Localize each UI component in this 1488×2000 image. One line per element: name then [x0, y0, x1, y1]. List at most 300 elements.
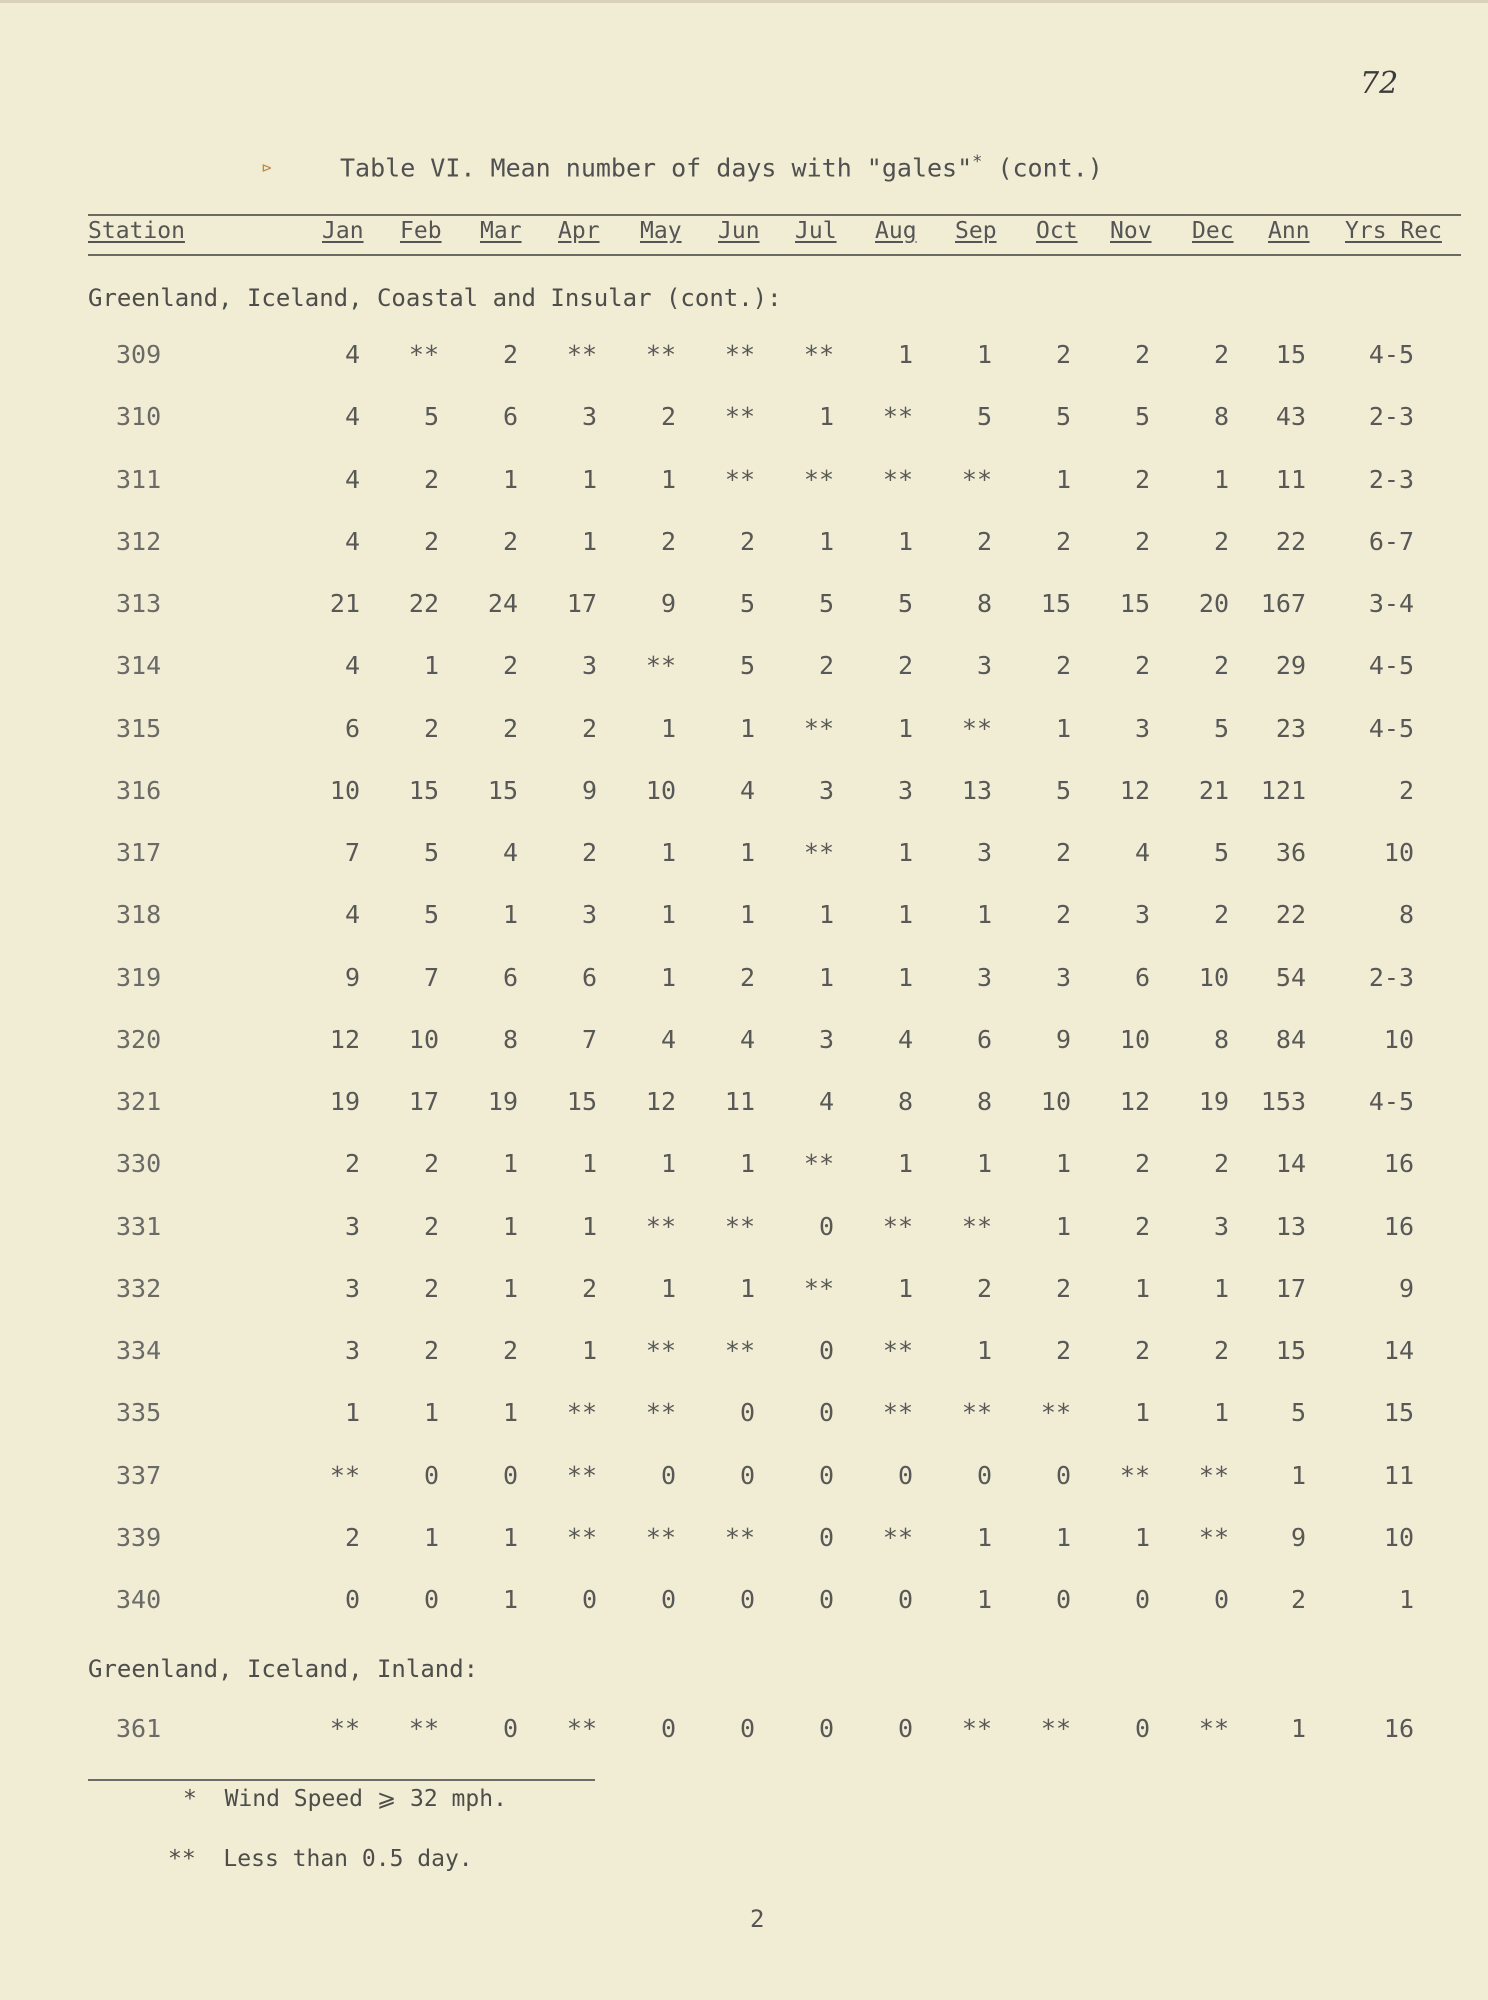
table-cell: 54	[1275, 963, 1306, 992]
table-cell: 5	[1055, 402, 1071, 431]
table-cell: 1	[1398, 1585, 1414, 1614]
table-cell: **	[329, 1461, 360, 1490]
table-cell: 43	[1275, 402, 1306, 431]
table-cell: **	[961, 1398, 992, 1427]
table-cell: 4-5	[1368, 1087, 1414, 1116]
footnote-text: Wind Speed ⩾ 32 mph.	[224, 1786, 507, 1812]
table-cell: 0	[423, 1461, 439, 1490]
table-cell: 3	[581, 900, 597, 929]
table-cell: 2	[502, 340, 518, 369]
table-cell: 9	[660, 589, 676, 618]
table-cell: 2	[976, 527, 992, 556]
station-id: 312	[116, 527, 162, 556]
table-cell: 1	[739, 1274, 755, 1303]
table-cell: 2	[1134, 465, 1150, 494]
table-cell: 6	[976, 1025, 992, 1054]
table-cell: 10	[1383, 838, 1414, 867]
table-cell: 1	[1055, 1149, 1071, 1178]
table-cell: 3	[1055, 963, 1071, 992]
table-cell: 4	[1134, 838, 1150, 867]
page-top-edge	[0, 0, 1488, 3]
table-cell: 3	[581, 651, 597, 680]
table-cell: 1	[502, 900, 518, 929]
footnote-less-than	[168, 1846, 473, 1872]
table-cell: 1	[1213, 465, 1229, 494]
table-row	[0, 589, 1488, 629]
station-id: 339	[116, 1523, 162, 1552]
column-header-3: Mar	[480, 218, 522, 244]
table-cell: 19	[1198, 1087, 1229, 1116]
table-cell: 2	[1213, 340, 1229, 369]
table-cell: 1	[581, 527, 597, 556]
title-footnote-mark: *	[972, 152, 983, 172]
station-id: 361	[116, 1714, 162, 1743]
table-cell: 1	[502, 1523, 518, 1552]
table-cell: 2	[1213, 651, 1229, 680]
table-cell: 19	[487, 1087, 518, 1116]
table-cell: 0	[818, 1585, 834, 1614]
table-cell: 5	[1213, 714, 1229, 743]
footnote-mark: **	[168, 1846, 196, 1872]
table-cell: **	[645, 1523, 676, 1552]
table-cell: 0	[660, 1461, 676, 1490]
table-row	[0, 1336, 1488, 1376]
table-cell: 9	[1290, 1523, 1306, 1552]
table-cell: **	[645, 1398, 676, 1427]
table-cell: **	[566, 340, 597, 369]
table-cell: 2	[502, 651, 518, 680]
table-cell: 4	[739, 776, 755, 805]
table-cell: 4	[660, 1025, 676, 1054]
table-cell: 4	[344, 465, 360, 494]
table-cell: 5	[739, 589, 755, 618]
handwritten-page-note: 72	[1360, 66, 1399, 101]
column-header-5: May	[640, 218, 682, 244]
table-cell: 4-5	[1368, 651, 1414, 680]
table-cell: **	[1119, 1461, 1150, 1490]
table-cell: **	[724, 1336, 755, 1365]
table-cell: 3	[897, 776, 913, 805]
table-cell: 5	[739, 651, 755, 680]
table-cell: 1	[581, 1336, 597, 1365]
table-row	[0, 900, 1488, 940]
column-header-13: Ann	[1268, 218, 1310, 244]
table-cell: 2	[1055, 1274, 1071, 1303]
table-cell: 2	[423, 1336, 439, 1365]
table-cell: 1	[660, 900, 676, 929]
table-cell: 1	[660, 1274, 676, 1303]
table-cell: 0	[818, 1398, 834, 1427]
table-cell: 8	[1213, 402, 1229, 431]
table-cell: 2	[502, 527, 518, 556]
table-row	[0, 776, 1488, 816]
table-cell: 6-7	[1368, 527, 1414, 556]
station-id: 321	[116, 1087, 162, 1116]
table-cell: 1	[1213, 1398, 1229, 1427]
column-header-0: Station	[88, 218, 185, 244]
table-cell: 22	[1275, 527, 1306, 556]
table-cell: **	[1040, 1714, 1071, 1743]
table-cell: **	[961, 1714, 992, 1743]
table-cell: 7	[423, 963, 439, 992]
table-cell: 6	[502, 963, 518, 992]
table-cell: 1	[581, 465, 597, 494]
footnote-wind-speed	[183, 1786, 507, 1812]
station-id: 319	[116, 963, 162, 992]
table-cell: 3	[1134, 900, 1150, 929]
station-id: 335	[116, 1398, 162, 1427]
table-cell: 0	[660, 1714, 676, 1743]
table-cell: 2	[1134, 1212, 1150, 1241]
station-id: 316	[116, 776, 162, 805]
table-cell: 1	[897, 527, 913, 556]
table-cell: **	[882, 402, 913, 431]
table-cell: 15	[1119, 589, 1150, 618]
table-row	[0, 1585, 1488, 1625]
table-cell: 2	[1134, 651, 1150, 680]
table-cell: 1	[976, 1523, 992, 1552]
table-cell: 14	[1383, 1336, 1414, 1365]
table-cell: 1	[976, 340, 992, 369]
table-cell: **	[882, 1523, 913, 1552]
table-cell: **	[724, 402, 755, 431]
table-row	[0, 838, 1488, 878]
table-title	[340, 152, 1103, 182]
title-suffix: (cont.)	[982, 153, 1103, 183]
table-cell: 1	[1290, 1461, 1306, 1490]
station-id: 334	[116, 1336, 162, 1365]
table-cell: 1	[897, 838, 913, 867]
table-cell: 2	[1134, 1149, 1150, 1178]
table-cell: 2	[660, 527, 676, 556]
column-header-11: Nov	[1110, 218, 1152, 244]
table-cell: **	[566, 1714, 597, 1743]
table-cell: **	[408, 340, 439, 369]
table-cell: 2	[502, 1336, 518, 1365]
table-cell: 0	[1134, 1714, 1150, 1743]
table-cell: 1	[976, 1336, 992, 1365]
table-cell: 1	[897, 1274, 913, 1303]
station-id: 317	[116, 838, 162, 867]
table-cell: 3	[581, 402, 597, 431]
table-cell: 1	[976, 1585, 992, 1614]
table-cell: 1	[818, 402, 834, 431]
table-cell: 0	[1055, 1585, 1071, 1614]
table-cell: 1	[1213, 1274, 1229, 1303]
table-cell: 2	[1398, 776, 1414, 805]
station-id: 340	[116, 1585, 162, 1614]
table-cell: 1	[660, 465, 676, 494]
table-cell: 0	[739, 1585, 755, 1614]
table-row	[0, 1149, 1488, 1189]
table-cell: 11	[1275, 465, 1306, 494]
table-cell: 1	[897, 714, 913, 743]
table-cell: **	[882, 1398, 913, 1427]
table-cell: 16	[1383, 1212, 1414, 1241]
table-cell: **	[961, 1212, 992, 1241]
table-cell: 0	[818, 1523, 834, 1552]
table-cell: 1	[423, 651, 439, 680]
table-cell: 1	[502, 1212, 518, 1241]
table-cell: 2	[1055, 651, 1071, 680]
table-cell: **	[408, 1714, 439, 1743]
table-cell: 0	[1213, 1585, 1229, 1614]
table-cell: 17	[1275, 1274, 1306, 1303]
table-cell: 2	[739, 527, 755, 556]
table-cell: **	[1198, 1523, 1229, 1552]
table-cell: 3	[976, 651, 992, 680]
table-cell: 12	[1119, 776, 1150, 805]
table-row	[0, 1714, 1488, 1754]
table-cell: 5	[423, 402, 439, 431]
table-cell: **	[882, 465, 913, 494]
table-cell: **	[645, 651, 676, 680]
table-cell: 15	[566, 1087, 597, 1116]
table-cell: **	[803, 714, 834, 743]
table-cell: 3-4	[1368, 589, 1414, 618]
table-cell: 4	[344, 651, 360, 680]
table-cell: 3	[344, 1212, 360, 1241]
table-cell: **	[803, 1274, 834, 1303]
table-cell: 0	[344, 1585, 360, 1614]
table-cell: 2	[1055, 340, 1071, 369]
table-cell: **	[803, 340, 834, 369]
table-cell: 2	[1134, 340, 1150, 369]
table-cell: 15	[408, 776, 439, 805]
column-header-14: Yrs Rec	[1345, 218, 1442, 244]
footnote-text: Less than 0.5 day.	[223, 1846, 473, 1872]
table-cell: 0	[581, 1585, 597, 1614]
table-cell: 16	[1383, 1149, 1414, 1178]
table-cell: 4	[818, 1087, 834, 1116]
table-cell: 5	[818, 589, 834, 618]
table-cell: 8	[976, 1087, 992, 1116]
table-cell: **	[803, 838, 834, 867]
table-cell: 0	[502, 1461, 518, 1490]
table-cell: 1	[739, 838, 755, 867]
table-cell: **	[882, 1336, 913, 1365]
footnote-rule	[88, 1779, 595, 1781]
table-cell: 1	[1134, 1274, 1150, 1303]
table-cell: **	[724, 1523, 755, 1552]
table-row	[0, 465, 1488, 505]
station-id: 332	[116, 1274, 162, 1303]
table-cell: 8	[976, 589, 992, 618]
table-cell: 1	[1134, 1398, 1150, 1427]
table-cell: **	[724, 340, 755, 369]
table-cell: 0	[739, 1714, 755, 1743]
table-cell: 1	[423, 1523, 439, 1552]
table-cell: 1	[739, 900, 755, 929]
table-cell: 2	[581, 714, 597, 743]
table-cell: 2	[660, 402, 676, 431]
table-cell: 12	[329, 1025, 360, 1054]
station-id: 320	[116, 1025, 162, 1054]
table-cell: 19	[329, 1087, 360, 1116]
table-cell: 5	[1213, 838, 1229, 867]
table-cell: 2	[423, 1274, 439, 1303]
table-cell: 2-3	[1368, 963, 1414, 992]
table-cell: 84	[1275, 1025, 1306, 1054]
table-cell: 1	[581, 1212, 597, 1241]
table-cell: 3	[976, 838, 992, 867]
table-cell: 22	[1275, 900, 1306, 929]
table-cell: 2	[1134, 1336, 1150, 1365]
table-cell: **	[803, 465, 834, 494]
table-cell: 10	[329, 776, 360, 805]
table-cell: **	[961, 714, 992, 743]
table-cell: 1	[897, 963, 913, 992]
table-cell: 10	[1383, 1025, 1414, 1054]
table-cell: 8	[502, 1025, 518, 1054]
station-id: 318	[116, 900, 162, 929]
table-cell: 0	[1055, 1461, 1071, 1490]
table-cell: 2	[818, 651, 834, 680]
table-cell: 1	[1290, 1714, 1306, 1743]
table-cell: 1	[818, 900, 834, 929]
table-row	[0, 1212, 1488, 1252]
table-cell: **	[961, 465, 992, 494]
column-header-12: Dec	[1192, 218, 1234, 244]
table-cell: 1	[502, 465, 518, 494]
table-cell: 1	[660, 1149, 676, 1178]
table-cell: 21	[329, 589, 360, 618]
table-cell: 17	[408, 1087, 439, 1116]
table-cell: 9	[1055, 1025, 1071, 1054]
table-cell: 1	[1055, 1523, 1071, 1552]
table-cell: 2	[1055, 838, 1071, 867]
table-cell: 8	[1213, 1025, 1229, 1054]
table-cell: **	[645, 1336, 676, 1365]
column-header-1: Jan	[322, 218, 364, 244]
table-row	[0, 963, 1488, 1003]
table-cell: 2	[423, 1212, 439, 1241]
page-number: 2	[750, 1905, 765, 1933]
table-cell: **	[803, 1149, 834, 1178]
table-cell: 4	[502, 838, 518, 867]
table-cell: 11	[724, 1087, 755, 1116]
table-cell: 2	[581, 1274, 597, 1303]
column-header-10: Oct	[1036, 218, 1078, 244]
table-cell: 6	[581, 963, 597, 992]
table-cell: 10	[1383, 1523, 1414, 1552]
table-cell: 14	[1275, 1149, 1306, 1178]
table-row	[0, 1274, 1488, 1314]
table-cell: 2	[1213, 527, 1229, 556]
column-header-4: Apr	[558, 218, 600, 244]
table-cell: 0	[818, 1212, 834, 1241]
table-cell: 1	[502, 1274, 518, 1303]
table-cell: **	[1198, 1461, 1229, 1490]
table-cell: 0	[897, 1714, 913, 1743]
table-cell: 10	[408, 1025, 439, 1054]
table-cell: **	[566, 1461, 597, 1490]
header-bottom-rule	[88, 254, 1461, 256]
table-cell: 0	[976, 1461, 992, 1490]
column-header-2: Feb	[400, 218, 442, 244]
table-cell: **	[882, 1212, 913, 1241]
table-cell: 9	[581, 776, 597, 805]
table-cell: 0	[818, 1336, 834, 1365]
station-id: 337	[116, 1461, 162, 1490]
table-cell: 15	[1040, 589, 1071, 618]
station-id: 331	[116, 1212, 162, 1241]
table-cell: 12	[645, 1087, 676, 1116]
table-cell: 5	[423, 900, 439, 929]
table-cell: 1	[660, 963, 676, 992]
station-id: 310	[116, 402, 162, 431]
table-cell: 10	[1119, 1025, 1150, 1054]
table-cell: 2	[581, 838, 597, 867]
table-cell: 5	[1055, 776, 1071, 805]
table-cell: **	[329, 1714, 360, 1743]
table-cell: 1	[1055, 1212, 1071, 1241]
table-cell: 11	[1383, 1461, 1414, 1490]
table-row	[0, 527, 1488, 567]
table-cell: 2	[1055, 900, 1071, 929]
table-row	[0, 340, 1488, 380]
table-cell: 2	[423, 1149, 439, 1178]
section-label: Greenland, Iceland, Coastal and Insular (cont.):	[88, 284, 782, 312]
table-cell: 1	[344, 1398, 360, 1427]
table-cell: 6	[344, 714, 360, 743]
table-cell: 121	[1260, 776, 1306, 805]
table-cell: 5	[1134, 402, 1150, 431]
station-id: 314	[116, 651, 162, 680]
table-row	[0, 1461, 1488, 1501]
table-cell: 4	[739, 1025, 755, 1054]
table-cell: 4-5	[1368, 714, 1414, 743]
table-cell: 15	[1275, 340, 1306, 369]
table-row	[0, 402, 1488, 442]
table-cell: 36	[1275, 838, 1306, 867]
table-cell: 167	[1260, 589, 1306, 618]
table-cell: 15	[1383, 1398, 1414, 1427]
table-cell: 16	[1383, 1714, 1414, 1743]
table-header-row	[0, 218, 1488, 252]
table-cell: 2	[344, 1149, 360, 1178]
table-cell: 17	[566, 589, 597, 618]
table-cell: 6	[502, 402, 518, 431]
table-cell: 2	[1213, 1336, 1229, 1365]
table-cell: 4-5	[1368, 340, 1414, 369]
station-id: 313	[116, 589, 162, 618]
table-cell: 2-3	[1368, 402, 1414, 431]
table-cell: 1	[1055, 465, 1071, 494]
table-cell: 0	[818, 1714, 834, 1743]
table-cell: 1	[818, 963, 834, 992]
table-cell: 1	[897, 900, 913, 929]
table-cell: 1	[423, 1398, 439, 1427]
table-cell: 1	[1055, 714, 1071, 743]
table-cell: 2-3	[1368, 465, 1414, 494]
table-cell: 1	[581, 1149, 597, 1178]
table-cell: 5	[897, 589, 913, 618]
pencil-tick-mark: ⊳	[262, 158, 272, 177]
table-cell: 0	[897, 1461, 913, 1490]
table-row	[0, 1523, 1488, 1563]
table-cell: 1	[1134, 1523, 1150, 1552]
table-cell: 4	[344, 900, 360, 929]
table-cell: 1	[976, 900, 992, 929]
table-cell: 13	[961, 776, 992, 805]
table-cell: 1	[660, 838, 676, 867]
table-cell: 2	[344, 1523, 360, 1552]
table-row	[0, 1087, 1488, 1127]
table-cell: 6	[1134, 963, 1150, 992]
table-cell: 2	[502, 714, 518, 743]
table-cell: 7	[581, 1025, 597, 1054]
